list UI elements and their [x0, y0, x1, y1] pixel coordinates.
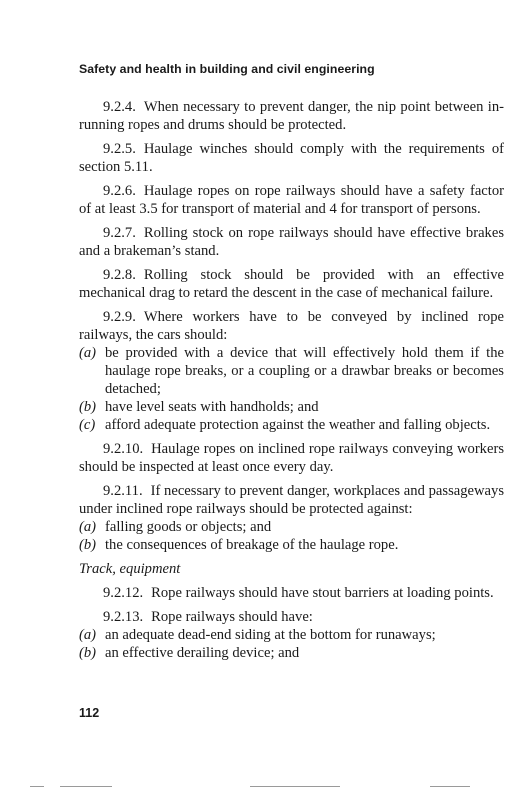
paragraph-number: 9.2.5.	[103, 141, 136, 157]
list-cars-should	[79, 344, 504, 434]
paragraph-text: Rolling stock should be provided with an effective mechanical drag to retard the descent in the case of mechanical failure.	[79, 267, 504, 301]
list-item-text: falling goods or objects; and	[105, 519, 272, 535]
paragraph-text: Rope railways should have:	[151, 609, 313, 625]
list-item-label: (a)	[79, 345, 97, 361]
paragraph-number: 9.2.13.	[103, 609, 144, 625]
scan-mark	[250, 786, 340, 787]
list-item	[79, 536, 504, 554]
paragraph-text: Where workers have to be conveyed by inclined rope railways, the cars should:	[79, 309, 504, 343]
list-item-label: (b)	[79, 399, 97, 415]
paragraph-9-2-9	[79, 308, 504, 344]
paragraph-text: When necessary to prevent danger, the nip point between in-running ropes and drums should be protected.	[79, 99, 504, 133]
paragraph-9-2-7	[79, 224, 504, 260]
list-item-label: (b)	[79, 645, 97, 661]
list-item	[79, 644, 504, 662]
list-item-text: an adequate dead-end siding at the bottom for runaways;	[105, 627, 436, 643]
list-protected-against	[79, 518, 504, 554]
list-item-label: (a)	[79, 627, 97, 643]
paragraph-number: 9.2.10.	[103, 441, 144, 457]
paragraph-9-2-13	[79, 608, 504, 626]
section-heading: Track, equipment	[79, 561, 181, 577]
list-item-text: the consequences of breakage of the haulage rope.	[105, 537, 399, 553]
paragraph-text: Haulage ropes on inclined rope railways conveying workers should be inspected at least once every day.	[79, 441, 504, 475]
paragraph-number: 9.2.9.	[103, 309, 136, 325]
paragraph-number: 9.2.7.	[103, 225, 136, 241]
paragraph-number: 9.2.8.	[103, 267, 136, 283]
list-item-text: have level seats with handholds; and	[105, 399, 319, 415]
paragraph-9-2-10	[79, 440, 504, 476]
scan-mark	[60, 786, 112, 787]
page-body	[79, 98, 504, 668]
list-item-label: (b)	[79, 537, 97, 553]
paragraph-9-2-4	[79, 98, 504, 134]
list-item-text: be provided with a device that will effectively hold them if the haulage rope breaks, or a coupling or a drawbar breaks or becomes detached;	[105, 345, 504, 397]
paragraph-number: 9.2.6.	[103, 183, 136, 199]
running-head-title: Safety and health in building and civil engineering	[79, 62, 375, 76]
scan-edge-marks	[0, 786, 531, 788]
list-item	[79, 518, 504, 536]
scan-mark	[430, 786, 470, 787]
list-item-text: afford adequate protection against the weather and falling objects.	[105, 417, 491, 433]
list-item-label: (c)	[79, 417, 96, 433]
paragraph-text: Rope railways should have stout barriers at loading points.	[151, 585, 494, 601]
paragraph-9-2-12	[79, 584, 504, 602]
paragraph-9-2-6	[79, 182, 504, 218]
list-item	[79, 626, 504, 644]
page-number: 112	[79, 706, 100, 720]
paragraph-text: Rolling stock on rope railways should have effective brakes and a brakeman’s stand.	[79, 225, 504, 259]
paragraph-9-2-11	[79, 482, 504, 518]
paragraph-number: 9.2.12.	[103, 585, 144, 601]
paragraph-number: 9.2.11.	[103, 483, 143, 499]
list-item-text: an effective derailing device; and	[105, 645, 300, 661]
scan-mark	[30, 786, 44, 787]
paragraph-text: Haulage ropes on rope railways should have a safety factor of at least 3.5 for transport of material and 4 for transport of persons.	[79, 183, 504, 217]
paragraph-text: If necessary to prevent danger, workplaces and passageways under inclined rope railways should be protected against:	[79, 483, 504, 517]
list-railways-should-have	[79, 626, 504, 662]
list-item	[79, 344, 504, 398]
paragraph-number: 9.2.4.	[103, 99, 136, 115]
paragraph-9-2-8	[79, 266, 504, 302]
list-item	[79, 398, 504, 416]
list-item-label: (a)	[79, 519, 97, 535]
list-item	[79, 416, 504, 434]
paragraph-9-2-5	[79, 140, 504, 176]
paragraph-text: Haulage winches should comply with the requirements of section 5.11.	[79, 141, 504, 175]
